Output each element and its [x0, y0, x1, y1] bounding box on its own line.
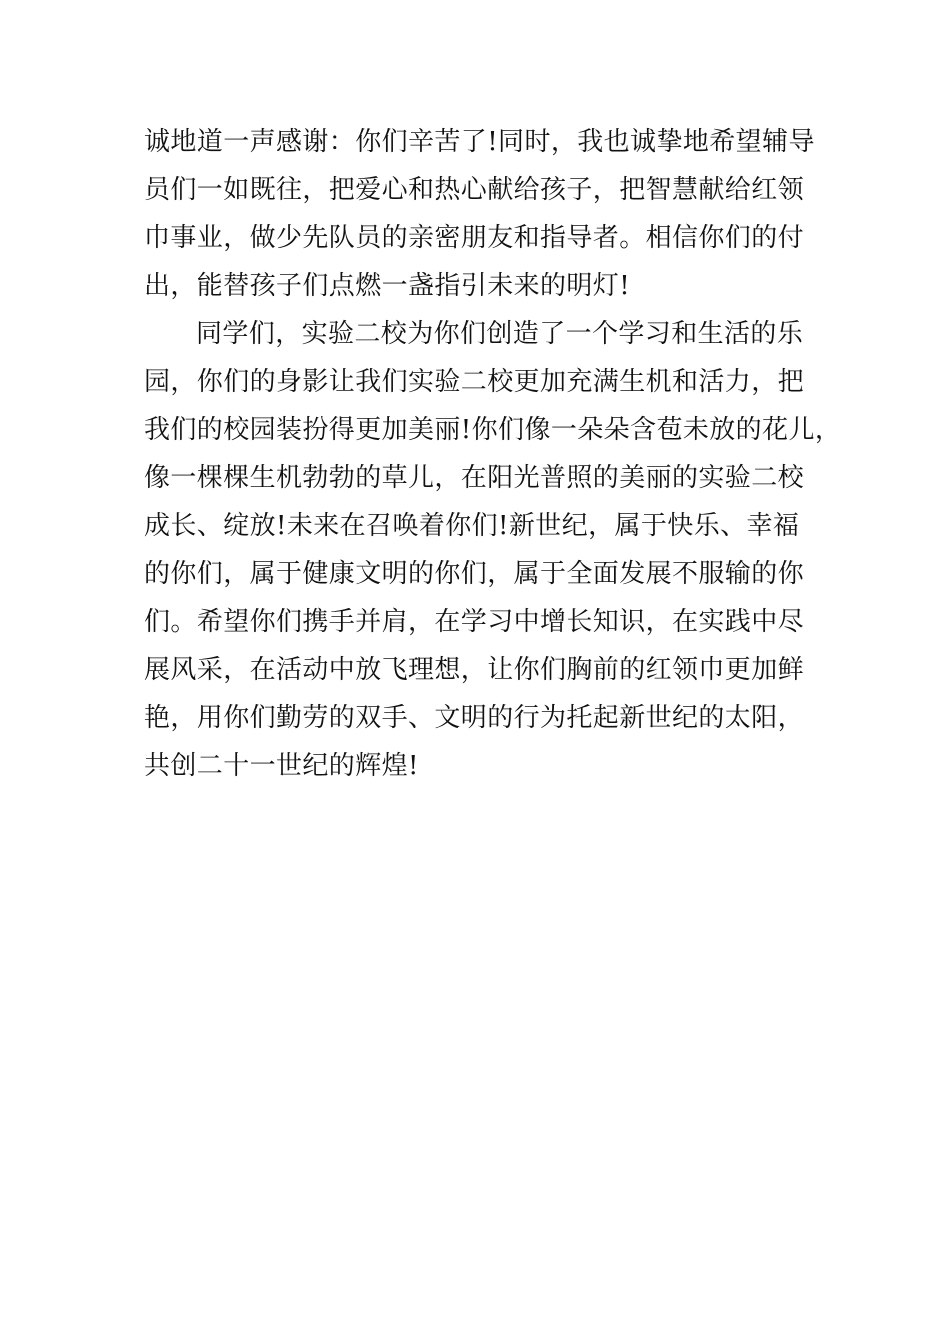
text-line: 展风采，在活动中放飞理想，让你们胸前的红领巾更加鲜 [144, 655, 805, 685]
paragraph-first-line: 同学们，实验二校为你们创造了一个学习和生活的乐 [196, 319, 804, 349]
text-line: 出，能替孩子们点燃一盏指引未来的明灯! [144, 271, 631, 301]
text-line: 成长、绽放!未来在召唤着你们!新世纪，属于快乐、幸福 [144, 511, 800, 541]
text-line: 像一棵棵生机勃勃的草儿，在阳光普照的美丽的实验二校 [144, 463, 805, 493]
text-line: 员们一如既往，把爱心和热心献给孩子，把智慧献给红领 [144, 175, 805, 205]
text-line: 艳，用你们勤劳的双手、文明的行为托起新世纪的太阳， [144, 703, 805, 733]
text-line: 诚地道一声感谢：你们辛苦了!同时，我也诚挚地希望辅导 [144, 127, 815, 157]
text-line: 巾事业，做少先队员的亲密朋友和指导者。相信你们的付 [144, 223, 805, 253]
text-line: 共创二十一世纪的辉煌! [144, 751, 419, 781]
body-text [144, 118, 844, 790]
text-line: 园，你们的身影让我们实验二校更加充满生机和活力，把 [144, 367, 805, 397]
text-line: 我们的校园装扮得更加美丽!你们像一朵朵含苞未放的花儿， [144, 415, 842, 445]
text-line: 们。希望你们携手并肩，在学习中增长知识，在实践中尽 [144, 607, 805, 637]
text-line: 的你们，属于健康文明的你们，属于全面发展不服输的你 [144, 559, 805, 589]
